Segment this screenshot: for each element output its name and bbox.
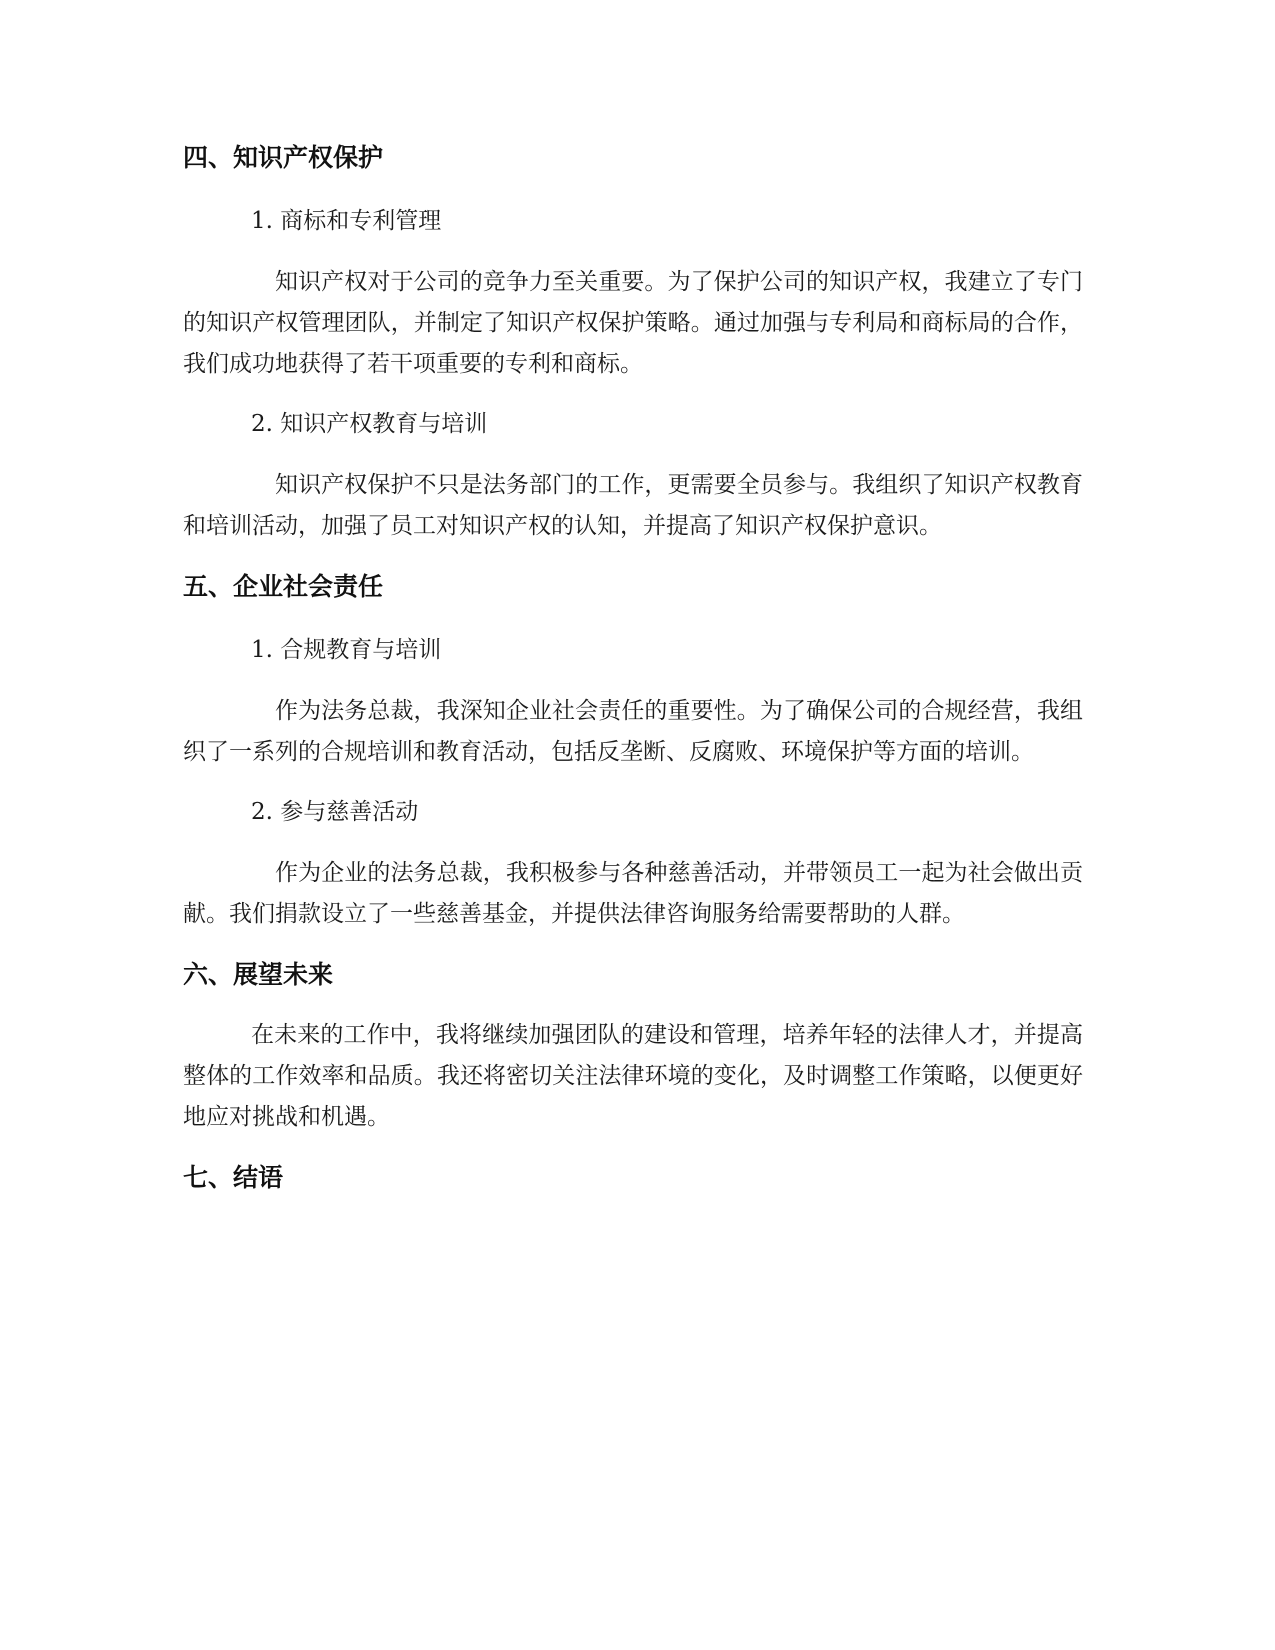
paragraph-ip-training: 知识产权保护不只是法务部门的工作，更需要全员参与。我组织了知识产权教育和培训活动，加强了员工对知识产权的认知，并提高了知识产权保护意识。: [183, 472, 1083, 539]
subsection-title-ip-training: 2. 知识产权教育与培训: [251, 411, 488, 437]
section-heading-csr: 五、企业社会责任: [183, 572, 384, 601]
section-heading-conclusion: 七、结语: [183, 1163, 284, 1192]
section-heading-outlook: 六、展望未来: [183, 960, 334, 989]
subsection-title-trademark-patent: 1. 商标和专利管理: [251, 208, 442, 234]
document-body: [183, 140, 1083, 1196]
subsection-title-compliance-training: 1. 合规教育与培训: [251, 637, 442, 663]
paragraph-trademark-patent: 知识产权对于公司的竞争力至关重要。为了保护公司的知识产权，我建立了专门的知识产权管理团队，并制定了知识产权保护策略。通过加强与专利局和商标局的合作，我们成功地获得了若干项重要的专利和商标。: [183, 269, 1083, 377]
section-heading-ip-protection: 四、知识产权保护: [183, 143, 384, 172]
paragraph-compliance-training: 作为法务总裁，我深知企业社会责任的重要性。为了确保公司的合规经营，我组织了一系列的合规培训和教育活动，包括反垄断、反腐败、环境保护等方面的培训。: [183, 698, 1083, 765]
paragraph-charity: 作为企业的法务总裁，我积极参与各种慈善活动，并带领员工一起为社会做出贡献。我们捐款设立了一些慈善基金，并提供法律咨询服务给需要帮助的人群。: [183, 860, 1083, 927]
subsection-title-charity: 2. 参与慈善活动: [251, 799, 419, 825]
paragraph-outlook: 在未来的工作中，我将继续加强团队的建设和管理，培养年轻的法律人才，并提高整体的工作效率和品质。我还将密切关注法律环境的变化，及时调整工作策略，以便更好地应对挑战和机遇。: [183, 1022, 1083, 1130]
